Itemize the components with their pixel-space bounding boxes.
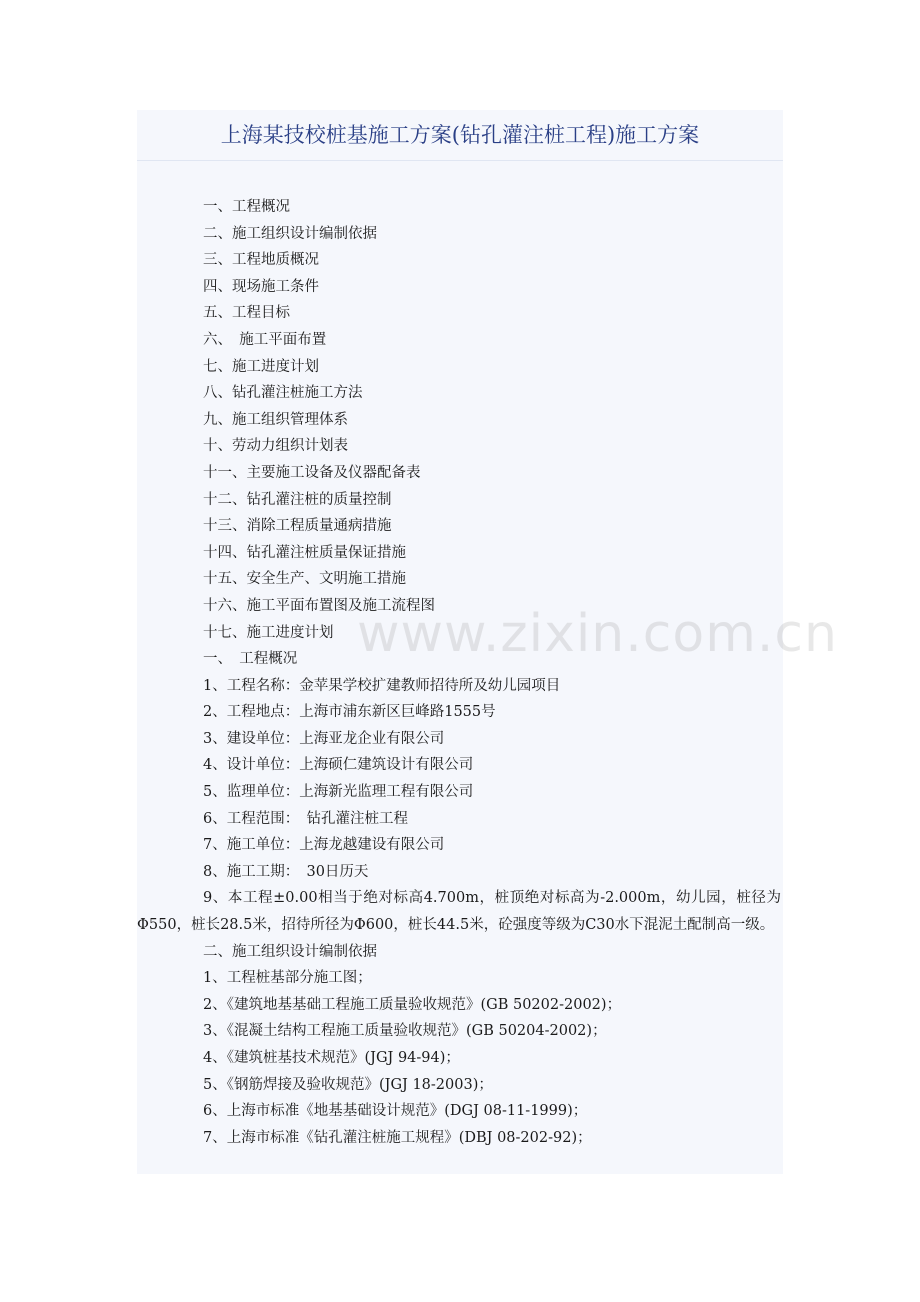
- document-title: 上海某技校桩基施工方案(钻孔灌注桩工程)施工方案: [137, 110, 783, 161]
- section-heading: 二、施工组织设计编制依据: [203, 943, 377, 960]
- basis-item: 3、《混凝土结构工程施工质量验收规范》(GB 50204-2002)；: [203, 1023, 607, 1040]
- toc-item: 五、工程目标: [203, 305, 290, 322]
- toc-item: 四、现场施工条件: [203, 278, 319, 295]
- section-heading: 一、 工程概况: [203, 651, 298, 668]
- toc-item: 一、工程概况: [203, 199, 290, 215]
- overview-item: 8、施工工期： 30日历天: [203, 863, 369, 880]
- section-design-basis: [137, 939, 783, 1152]
- toc-item: 九、施工组织管理体系: [203, 411, 348, 428]
- toc-item: 七、施工进度计划: [203, 358, 319, 375]
- toc-item: 十三、消除工程质量通病措施: [203, 518, 392, 535]
- basis-item: 5、《钢筋焊接及验收规范》(JGJ 18-2003)；: [203, 1076, 493, 1093]
- basis-item: 4、《建筑桩基技术规范》(JGJ 94-94)；: [203, 1050, 460, 1066]
- toc-item: 八、钻孔灌注桩施工方法: [203, 385, 363, 402]
- basis-item: 6、上海市标准《地基基础设计规范》(DGJ 08-11-1999)；: [203, 1103, 588, 1120]
- toc-item: 十四、钻孔灌注桩质量保证措施: [203, 544, 406, 561]
- toc-item: 十、劳动力组织计划表: [203, 438, 348, 455]
- overview-item: 7、施工单位：上海龙越建设有限公司: [203, 837, 445, 854]
- toc-item: 六、 施工平面布置: [203, 331, 327, 348]
- toc-item: 十七、施工进度计划: [203, 624, 334, 641]
- toc-item: 十二、钻孔灌注桩的质量控制: [203, 491, 392, 508]
- document-page: [137, 110, 783, 1174]
- toc-item: 十六、施工平面布置图及施工流程图: [203, 597, 435, 614]
- overview-item: 3、建设单位：上海亚龙企业有限公司: [203, 730, 445, 747]
- basis-item: 1、工程桩基部分施工图；: [203, 970, 372, 987]
- toc-item: 十五、安全生产、文明施工措施: [203, 571, 406, 588]
- table-of-contents: [137, 194, 783, 646]
- overview-paragraph: 9、本工程±0.00相当于绝对标高4.700m，桩顶绝对标高为-2.000m，幼儿园，桩径为Φ550，桩长28.5米，招待所径为Φ600，桩长44.5米，砼强度等级为C30水下混泥土配制高一级。: [137, 890, 781, 934]
- overview-item: 1、工程名称：金苹果学校扩建教师招待所及幼儿园项目: [203, 677, 561, 694]
- overview-item: 5、监理单位：上海新光监理工程有限公司: [203, 784, 474, 801]
- overview-item: 2、工程地点：上海市浦东新区巨峰路1555号: [203, 704, 496, 721]
- document-body: [137, 194, 783, 1151]
- overview-item: 6、工程范围： 钻孔灌注桩工程: [203, 810, 408, 827]
- section-project-overview: [137, 646, 783, 939]
- toc-item: 十一、主要施工设备及仪器配备表: [203, 464, 421, 481]
- basis-item: 2、《建筑地基基础工程施工质量验收规范》(GB 50202-2002)；: [203, 996, 622, 1013]
- watermark-text: www.zixin.com.cn: [357, 604, 838, 664]
- overview-item: 4、设计单位：上海硕仁建筑设计有限公司: [203, 757, 474, 774]
- toc-item: 二、施工组织设计编制依据: [203, 225, 377, 242]
- toc-item: 三、工程地质概况: [203, 252, 319, 269]
- basis-item: 7、上海市标准《钻孔灌注桩施工规程》(DBJ 08-202-92)；: [203, 1129, 592, 1146]
